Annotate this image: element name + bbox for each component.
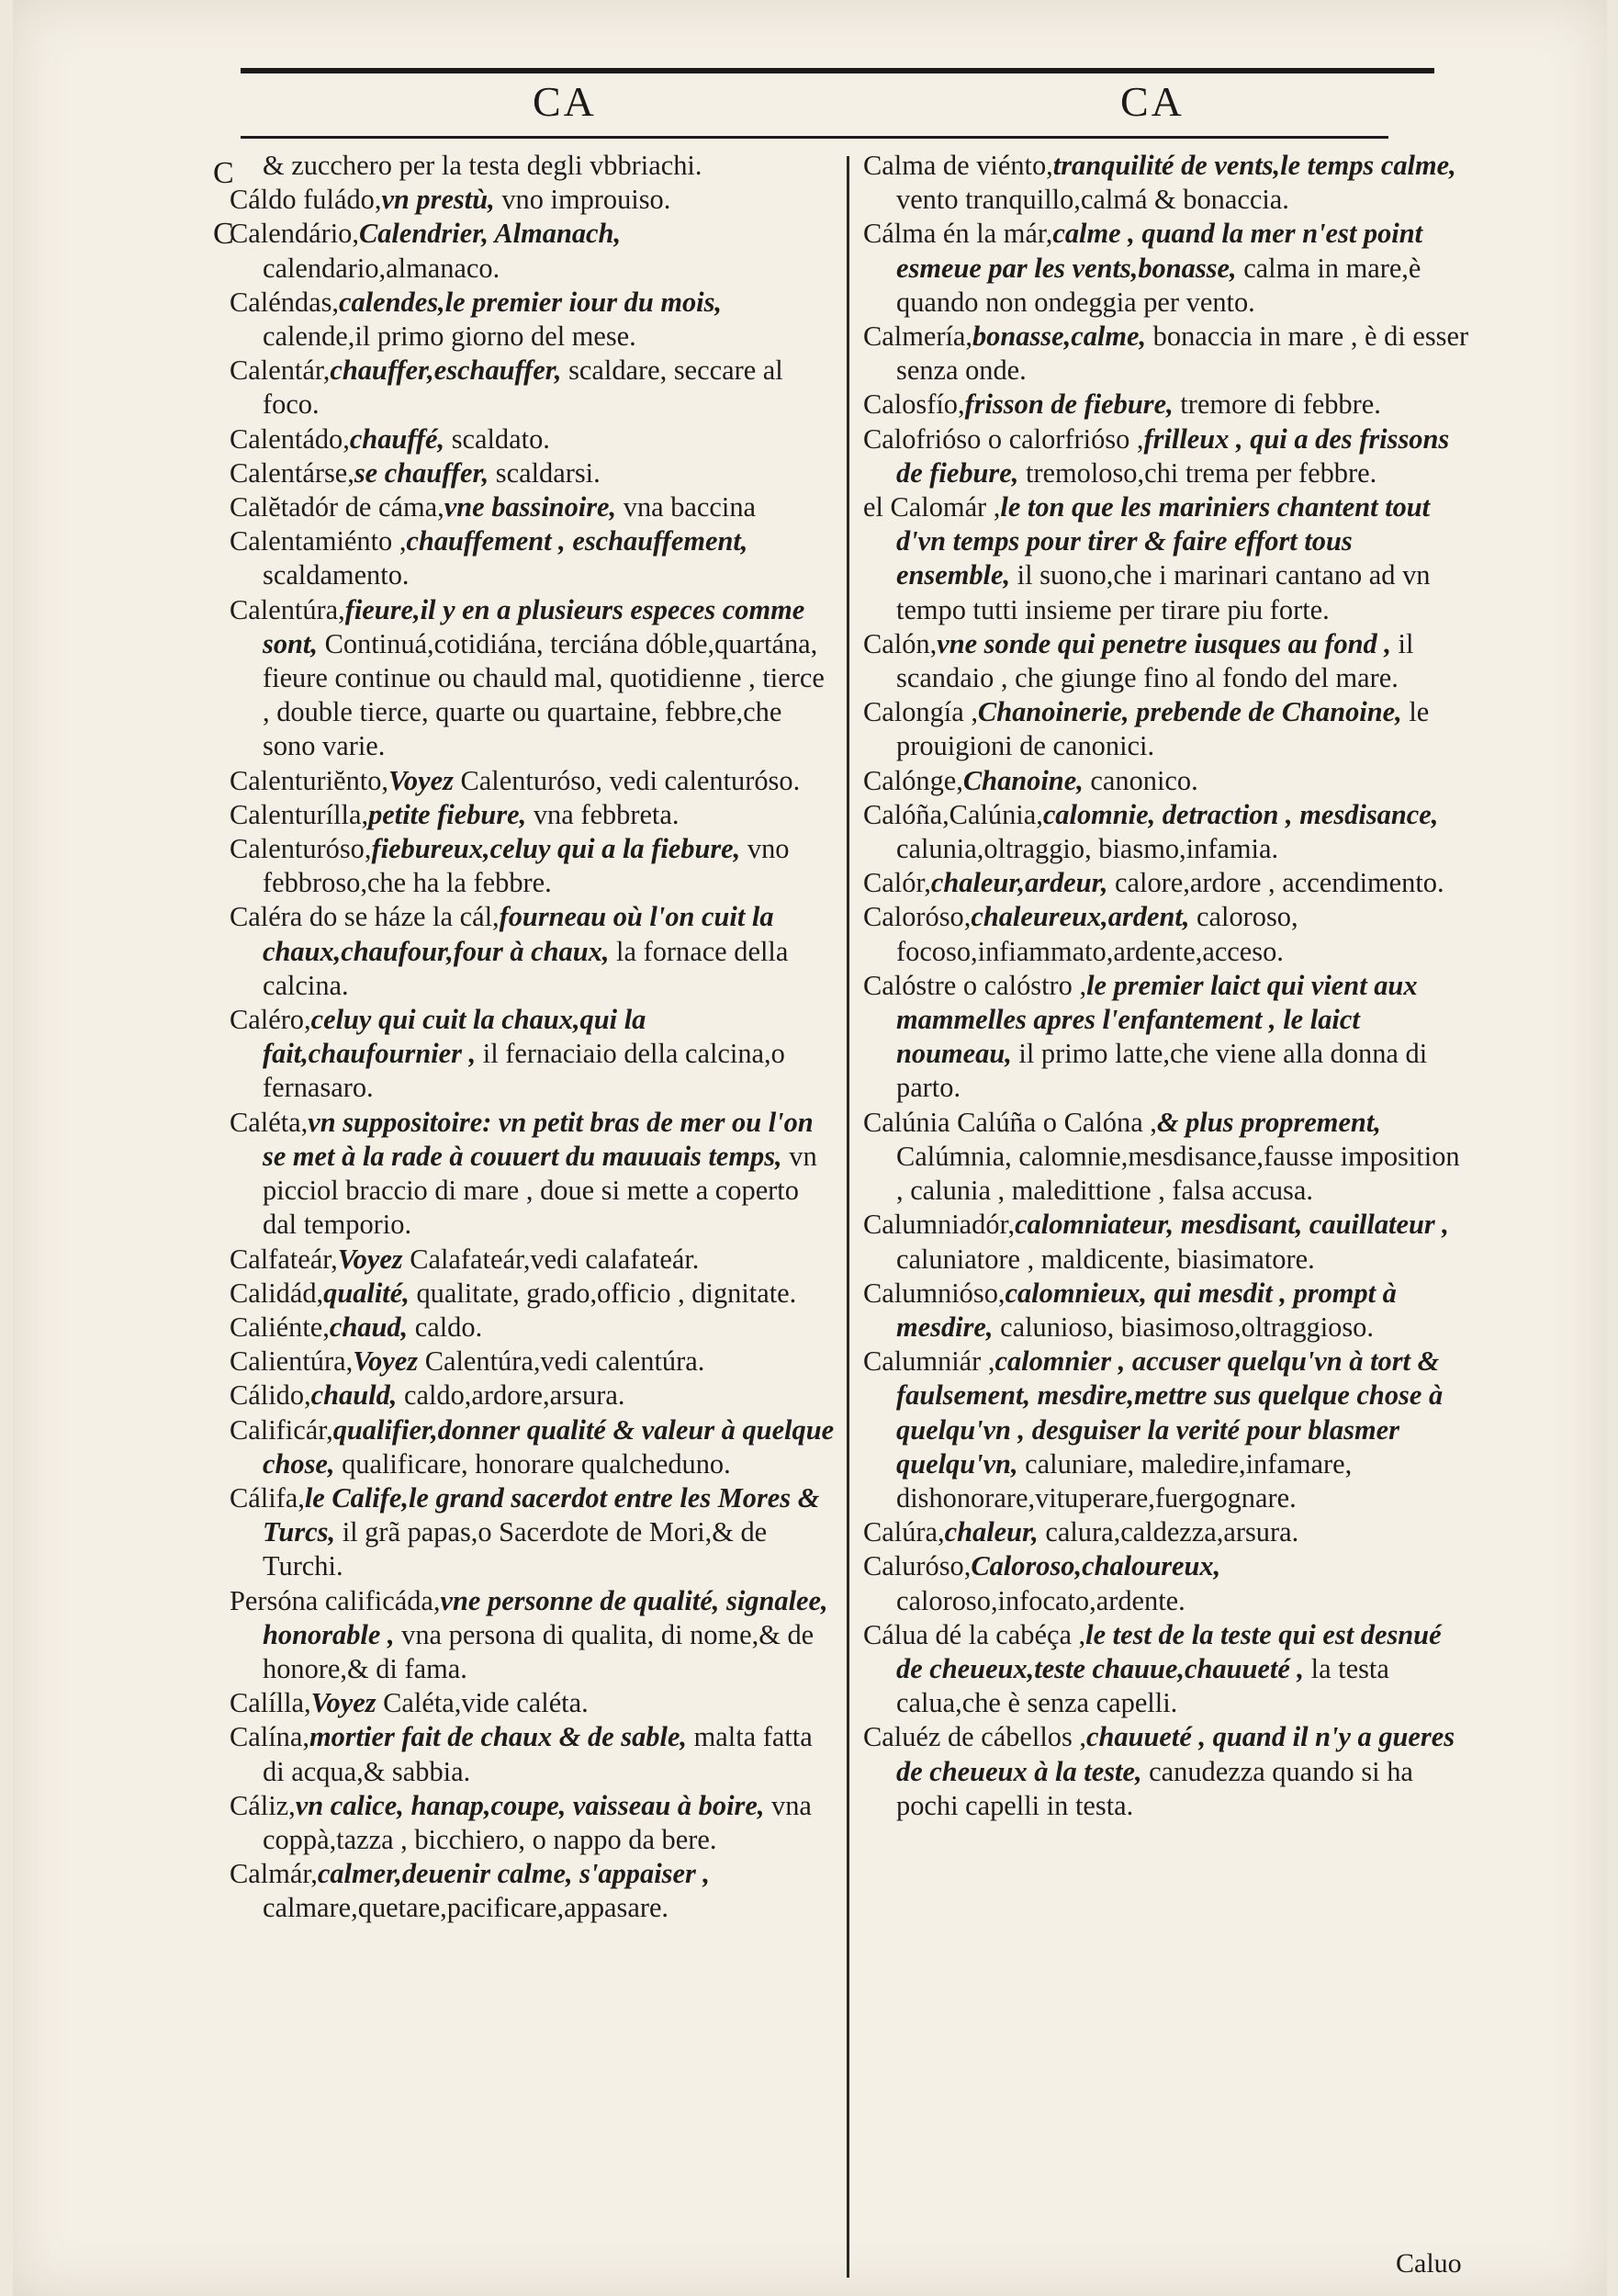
entry-headword: Calumnióso, [863,1277,1006,1309]
entry-italian: il grã papas,o Sacerdote de Mori,& de Turchi. [263,1516,768,1582]
entry-headword: Caluróso, [863,1550,972,1582]
entry-french: le premier laict qui vient aux mammelles apres l'enfantement , le laict noumeau, [896,969,1418,1070]
dictionary-entry [863,627,1469,695]
dictionary-entry [230,900,836,1003]
dictionary-entry [863,969,1469,1106]
entry-headword: Cáliz, [230,1789,296,1821]
entry-headword: Calidád, [230,1277,324,1309]
entry-headword: Calumniadór, [863,1209,1016,1241]
dictionary-entry [230,1345,836,1379]
entry-headword: Cálma én la már, [863,218,1053,250]
dictionary-entry [230,832,836,900]
entry-headword: Calongía , [863,696,978,728]
entry-french: chaud, [329,1311,415,1343]
entry-french: frisson de fiebure, [964,388,1181,421]
entry-italian: qualitate, grado,officio , dignitate. [416,1277,797,1309]
entry-french: vn prestù, [381,184,502,216]
entry-french: petite fiebure, [368,798,534,830]
dictionary-entry [230,764,836,798]
entry-french: calomnier , accuser quelqu'vn à tort & faulsement, mesdire,mettre sus quelque chose à quelqu'vn , desguiser la verité pour blasmer quelqu'vn, [896,1345,1444,1480]
dictionary-entry [230,1686,836,1720]
entry-french: fiebureux,celuy qui a la fiebure, [371,833,747,865]
entry-french: vn suppositoire: vn petit bras de mer ou l'on se met à la rade à couuert du mauuais temps, [263,1106,814,1172]
entry-italian: Calúmnia, calomnie,mesdisance,fausse imposition , calunia , maledittione , falsa accusa. [896,1140,1460,1207]
entry-french: le test de la teste qui est desnué de cheueux,teste chauue,chauueté , [896,1618,1442,1684]
entry-french: Voyez [388,764,461,796]
dictionary-entry [230,524,836,592]
entry-headword: Calosfío, [863,388,965,421]
dictionary-entry [863,1345,1469,1515]
entry-italian: il scandaio , che giunge fino al fondo del mare. [896,627,1414,694]
dictionary-entry [863,388,1469,422]
entry-french: vne sonde qui penetre iusques au fond , [937,627,1399,659]
entry-italian: caluniatore , maldicente, biasimatore. [896,1243,1315,1275]
dictionary-entry [863,695,1469,763]
entry-french: Voyez [353,1345,425,1378]
entry-italian: canonico. [1090,764,1198,796]
entry-headword: Calílla, [230,1687,311,1719]
entry-french: frilleux , qui a des frissons de fiebure, [896,422,1450,489]
entry-italian: calura,caldezza,arsura. [1045,1516,1299,1548]
entry-french: Voyez [337,1243,410,1275]
dictionary-entry [230,798,836,832]
dictionary-entry [863,1720,1469,1823]
entry-italian: Calentúra,vedi calentúra. [424,1345,705,1378]
entry-italian: la fornace della calcina. [263,935,789,1001]
entry-french: tranquilité de vents,le temps calme, [1052,150,1456,181]
entry-french: mortier fait de chaux & de sable, [309,1721,694,1753]
entry-headword: Calór, [863,867,931,899]
entry-headword: Calentár, [230,355,331,387]
entry-italian: canudezza quando si ha pochi capelli in testa. [896,1755,1413,1821]
entry-italian: caloroso, focoso,infiammato,ardente,acceso. [896,901,1298,967]
initial-letter: C [213,156,234,190]
entry-headword: Caluéz de cábellos , [863,1721,1087,1753]
entry-italian: scaldarsi. [495,456,601,489]
entry-french: vne personne de qualité, signalee, honorable , [263,1584,828,1650]
dictionary-entry [230,217,836,285]
entry-headword: Calentádo, [230,422,350,455]
entry-italian: Continuá,cotidiána, terciána dóble,quartána, fieure continue ou chauld mal, quotidienne , tierce , double tierce, quarte ou quartaine, febbre,che sono varie. [263,627,825,762]
entry-italian: vna baccina [623,491,757,523]
entry-french: calomnieux, qui mesdit , prompt à mesdire, [896,1277,1397,1343]
entry-italian: calende,il primo giorno del mese. [263,321,636,353]
entry-italian: calendario,almanaco. [263,252,500,284]
entry-italian: Calenturóso, vedi calenturóso. [460,764,801,796]
entry-italian: malta fatta di acqua,& sabbia. [263,1721,813,1787]
top-rule [241,68,1434,73]
entry-headword: Calofrióso o calorfrióso , [863,422,1144,455]
entry-italian: vna persona di qualita, di nome,& de honore,& di fama. [263,1618,815,1684]
entry-headword: Calificár, [230,1413,333,1446]
entry-headword: Cáldo fuládo, [230,184,382,216]
entry-italian: vna coppà,tazza , bicchiero, o nappo da bere. [263,1789,812,1855]
dictionary-entry [230,456,836,490]
entry-french: & plus proprement, [1156,1106,1381,1138]
dictionary-entry [230,183,836,217]
entry-french: vn calice, hanap,coupe, vaisseau à boire, [295,1789,772,1821]
dictionary-entry [863,422,1469,490]
entry-italian: scaldare, seccare al foco. [263,355,783,421]
entry-headword: & zucchero per la testa degli vbbriachi. [263,150,702,181]
entry-headword: Calenturílla, [230,798,369,830]
entry-french: calmer,deuenir calme, s'appaiser , [317,1858,710,1890]
entry-italian: scaldamento. [263,559,410,591]
entry-headword: Caliénte, [230,1311,330,1343]
dictionary-entry [230,422,836,456]
running-head-right: CA [1120,78,1185,125]
entry-headword: Calenturiĕnto, [230,764,389,796]
entry-italian: tremore di febbre. [1180,388,1381,421]
dictionary-entry [230,1311,836,1345]
dictionary-entry [863,149,1469,217]
entry-french: Chanoinerie, prebende de Chanoine, [977,696,1410,728]
entry-headword: Caléro, [230,1004,311,1036]
right-column [863,149,1469,1823]
entry-italian: la testa calua,che è senza capelli. [896,1652,1389,1719]
entry-italian: Caléta,vide caléta. [383,1687,589,1719]
entry-french: chauffement , eschauffement, [406,525,748,557]
entry-headword: Calmería, [863,321,972,353]
dictionary-entry [863,490,1469,627]
entry-headword: Calientúra, [230,1345,354,1378]
entry-french: chaleur, [944,1516,1046,1548]
entry-italian: calmare,quetare,pacificare,appasare. [263,1892,669,1924]
entry-headword: Caléndas, [230,286,339,318]
dictionary-entry [230,1481,836,1584]
column-divider [847,156,849,2278]
dictionary-entry [863,1106,1469,1209]
entry-italian: le prouigioni de canonici. [896,696,1430,762]
entry-french: le ton que les mariniers chantent tout d'vn temps pour tirer & faire effort tous ensemble, [896,491,1431,591]
entry-headword: Calúra, [863,1516,945,1548]
entry-french: le Calife,le grand sacerdot entre les Mores & Turcs, [263,1481,820,1548]
entry-headword: Calóstre o calóstro , [863,969,1087,1001]
entry-french: chauffer,eschauffer, [330,355,569,387]
entry-headword: Calón, [863,627,938,659]
entry-headword: el Calomár , [863,491,1001,523]
entry-french: chauueté , quand il n'y a gueres de cheueux à la teste, [896,1721,1455,1787]
entry-italian: il fernaciaio della calcina,o fernasaro. [263,1038,785,1104]
entry-french: chauffé, [349,422,452,455]
entry-italian: il suono,che i marinari cantano ad vn tempo tutti insieme per tirare piu forte. [896,559,1431,625]
entry-headword: Calumniár , [863,1345,995,1378]
running-head-left: CA [533,78,597,125]
entry-headword: Cálido, [230,1379,311,1412]
dictionary-entry [230,1243,836,1277]
entry-headword: Cálifa, [230,1481,305,1514]
dictionary-entry [863,764,1469,798]
entry-headword: Calentárse, [230,456,354,489]
dictionary-entry [230,1003,836,1106]
catchword: Caluo [1396,2248,1462,2279]
entry-headword: Cálua dé la cabéça , [863,1618,1086,1650]
entry-french: calendes,le premier iour du mois, [339,286,723,318]
entry-headword: Calína, [230,1721,309,1753]
dictionary-entry [230,490,836,524]
entry-italian: calunia,oltraggio, biasmo,infamia. [896,833,1279,865]
entry-italian: vn picciol braccio di mare , doue si mette a coperto dal temporio. [263,1140,817,1241]
entry-french: chaleureux,ardent, [971,901,1197,933]
dictionary-entry [863,1549,1469,1617]
entry-french: celuy qui cuit la chaux,qui la fait,chaufournier , [263,1004,646,1070]
entry-italian: caldo. [414,1311,483,1343]
entry-headword: Calfateár, [230,1243,338,1275]
entry-headword: Caloróso, [863,901,972,933]
entry-french: Voyez [310,1687,384,1719]
dictionary-entry [230,149,836,183]
dictionary-entry [863,866,1469,900]
entry-italian: vno improuiso. [501,184,671,216]
entry-french: Calendrier, Almanach, [358,218,622,250]
entry-headword: Calóña,Calúnia, [863,798,1043,830]
entry-italian: bonaccia in mare , è di esser senza onde. [896,321,1469,387]
dictionary-entry [230,1277,836,1311]
dictionary-entry [230,1720,836,1788]
entry-italian: Calafateár,vedi calafateár. [410,1243,700,1275]
entry-headword: Calentamiénto , [230,525,407,557]
entry-french: Caloroso,chaloureux, [971,1550,1221,1582]
header-rule [241,136,1388,139]
entry-italian: caldo,ardore,arsura. [403,1379,625,1412]
entry-italian: caloroso,infocato,ardente. [896,1584,1185,1616]
dictionary-entry [863,1277,1469,1345]
entry-headword: Calma de viénto, [863,150,1053,181]
entry-headword: Calúnia Calúña o Calóna , [863,1106,1157,1138]
dictionary-entry [863,320,1469,388]
entry-italian: vento tranquillo,calmá & bonaccia. [896,184,1289,216]
entry-headword: Calĕtadór de cáma, [230,491,444,523]
entry-italian: caluniosо, biasimoso,oltraggioso. [1000,1311,1374,1343]
entry-italian: vna febbreta. [533,798,680,830]
entry-italian: il primo latte,che viene alla donna di parto. [896,1038,1428,1104]
entry-french: calomniateur, mesdisant, cauillateur , [1015,1209,1449,1241]
entry-french: fourneau où l'on cuit la chaux,chaufour,four à chaux, [263,901,774,967]
dictionary-entry [230,1106,836,1243]
entry-headword: Calenturóso, [230,833,372,865]
entry-french: fieure,il y en a plusieurs especes comme sont, [263,593,805,659]
dictionary-entry [230,1379,836,1412]
entry-french: bonasse,calme, [972,321,1153,353]
dictionary-entry [230,1413,836,1481]
dictionary-entry [863,1208,1469,1276]
entry-italian: caluniare, maledire,infamare, dishonorare,vituperare,fuergognare. [896,1447,1353,1514]
entry-french: Chanoine, [962,764,1091,796]
entry-french: qualifier,donner qualité & valeur à quelque chose, [263,1413,835,1480]
dictionary-entry [863,217,1469,320]
dictionary-entry [230,593,836,764]
entry-italian: calore,ardore , accendimento. [1115,867,1444,899]
entry-french: vne bassinoire, [444,491,624,523]
entry-french: chauld, [310,1379,404,1412]
entry-french: chaleur,ardeur, [930,867,1116,899]
entry-french: calme , quand la mer n'est point esmeue par les vents,bonasse, [896,218,1423,284]
entry-italian: scaldato. [451,422,550,455]
entry-headword: Calmár, [230,1858,318,1890]
entry-french: se chauffer, [354,456,496,489]
entry-french: qualité, [323,1277,417,1309]
initial-letter: C [213,217,234,251]
left-column [230,149,836,1926]
dictionary-entry [863,798,1469,866]
dictionary-entry [230,286,836,354]
dictionary-entry [230,1584,836,1687]
entry-headword: Calentúra, [230,593,345,625]
entry-french: calomnie, detraction , mesdisance, [1042,798,1439,830]
dictionary-entry [230,1789,836,1857]
entry-italian: vno febbroso,che ha la febbre. [263,833,790,899]
entry-headword: Caléta, [230,1106,309,1138]
entry-italian: calma in mare,è quando non ondeggia per vento. [896,252,1421,318]
entry-headword: Calendário, [230,218,359,250]
entry-headword: Caléra do se háze la cál, [230,901,500,933]
entry-italian: qualificare, honorare qualcheduno. [342,1447,731,1480]
dictionary-entry [230,1857,836,1925]
dictionary-entry [230,354,836,422]
dictionary-entry [863,1618,1469,1721]
entry-headword: Persóna calificáda, [230,1584,441,1616]
dictionary-entry [863,900,1469,968]
entry-headword: Calónge, [863,764,963,796]
entry-italian: tremoloso,chi trema per febbre. [1025,456,1377,489]
dictionary-entry [863,1515,1469,1549]
